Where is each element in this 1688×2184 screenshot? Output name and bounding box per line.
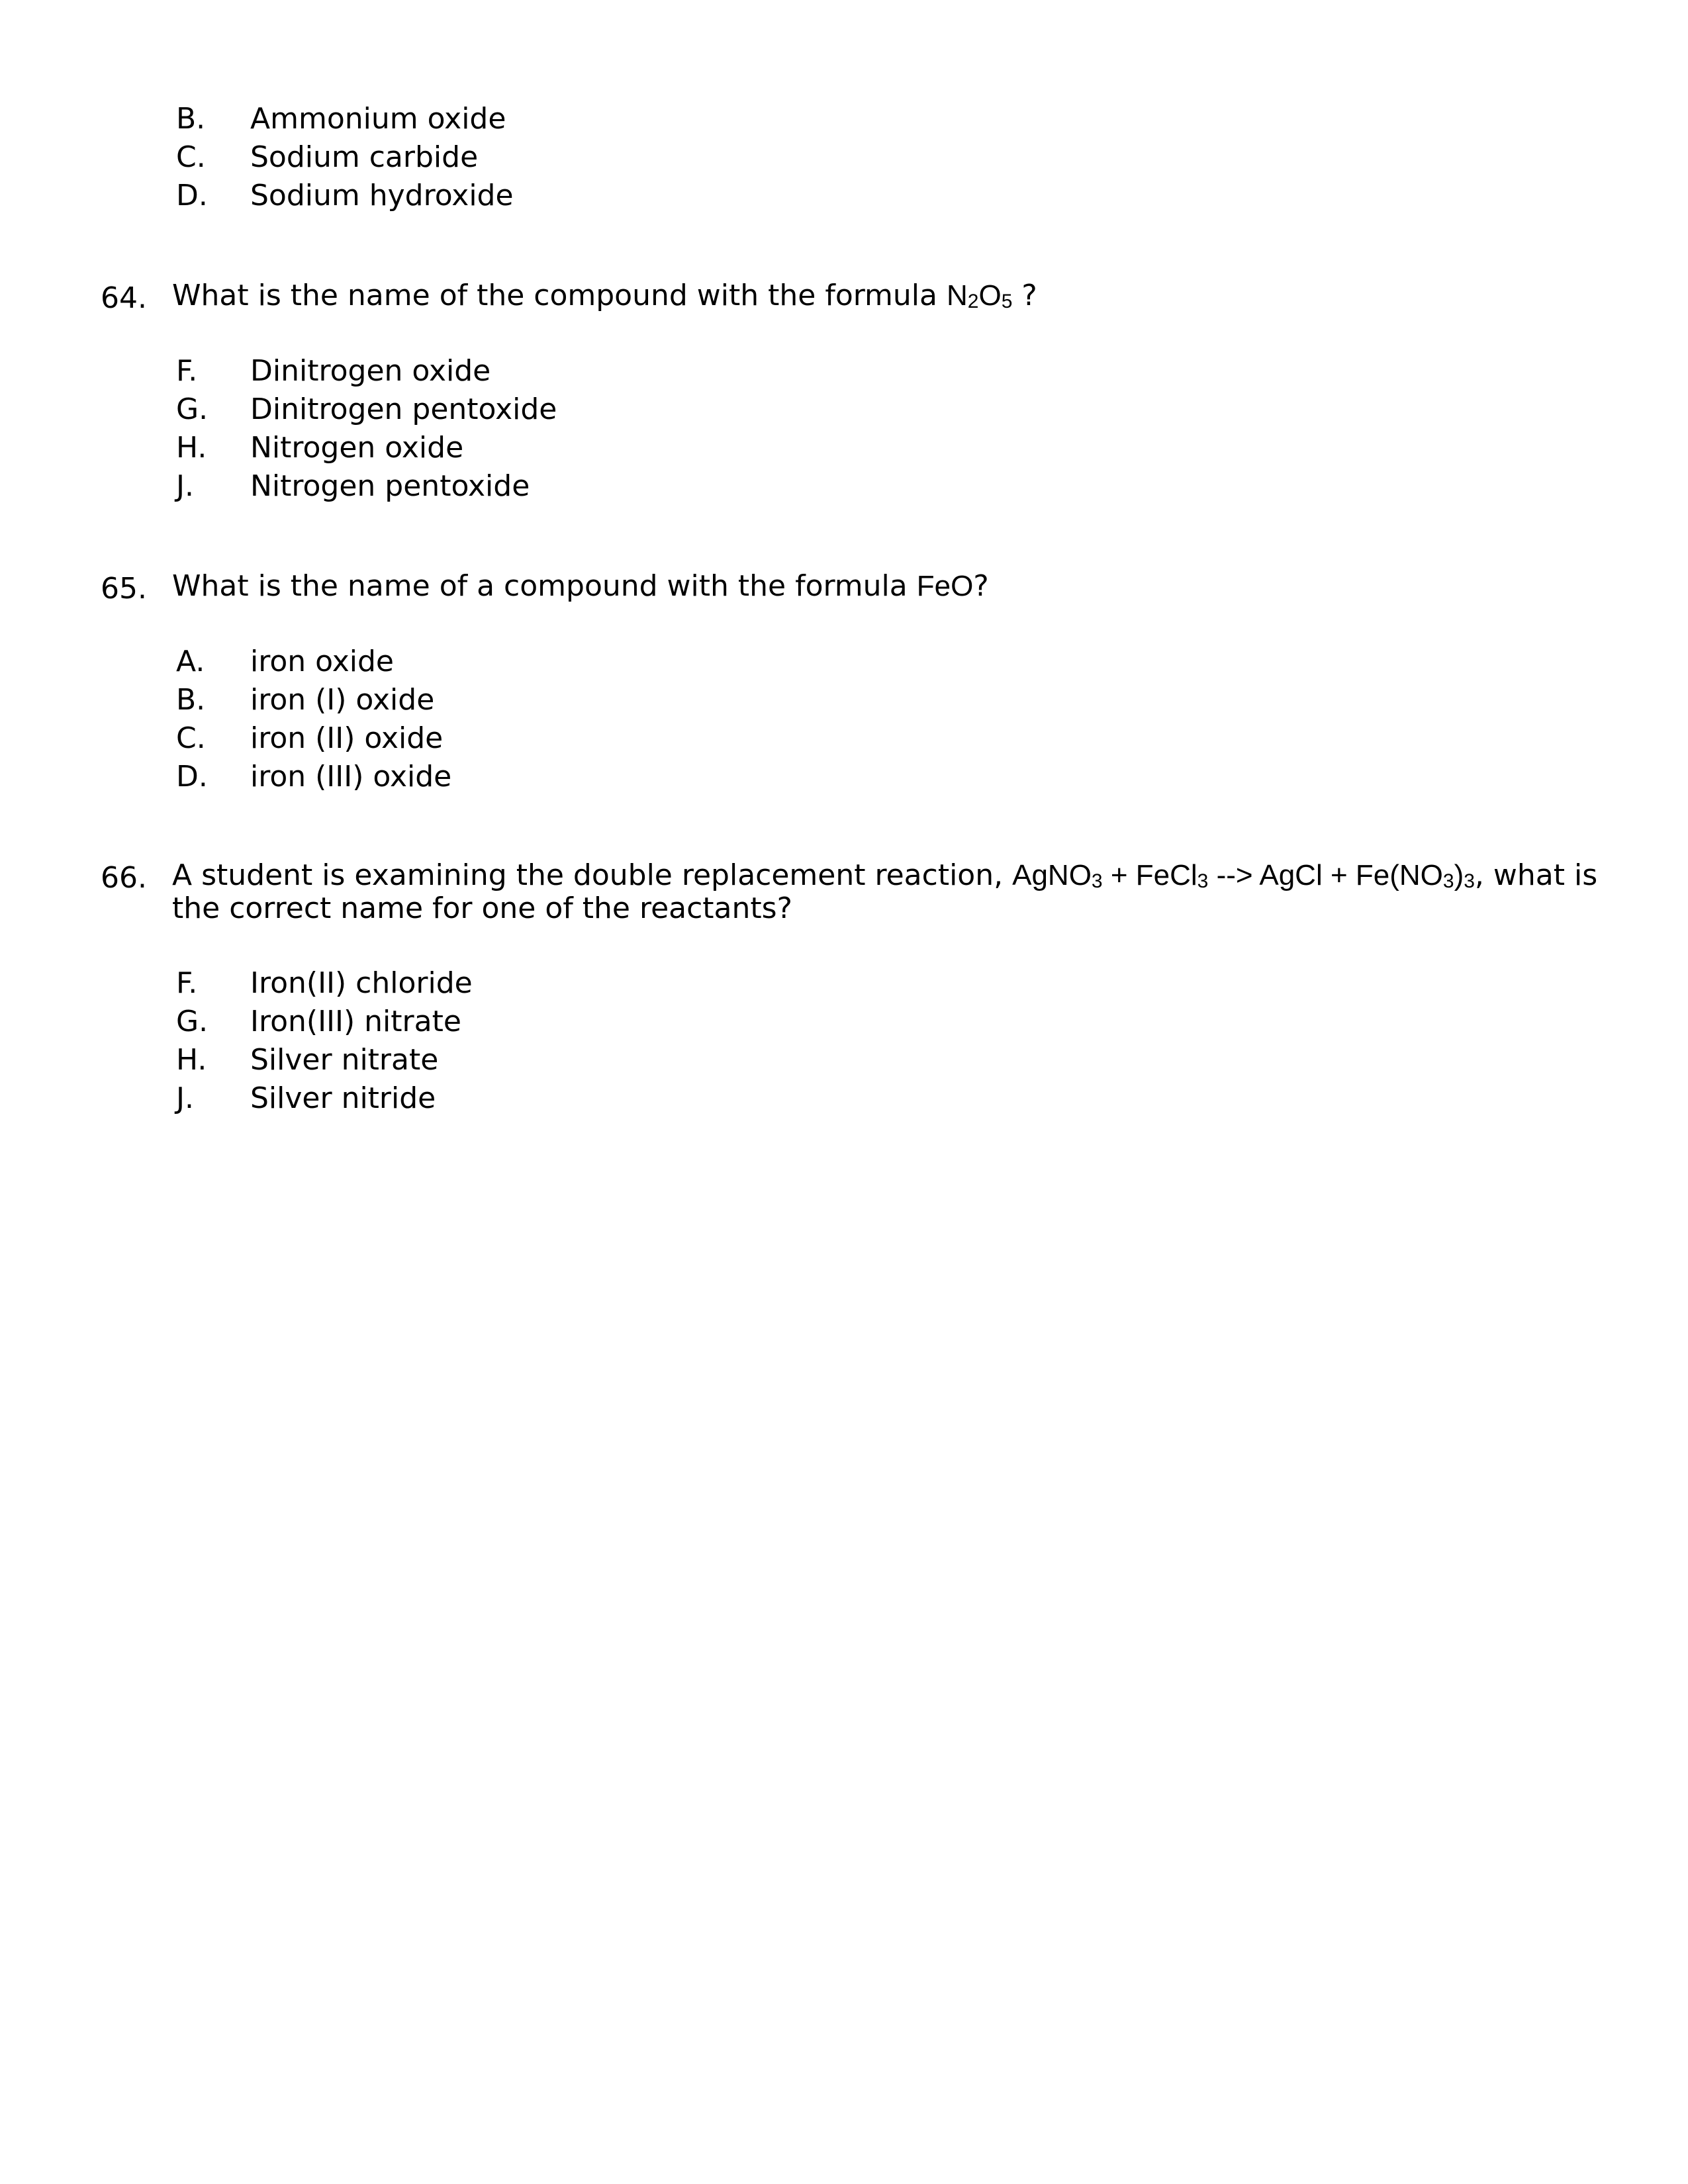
question-text-after: , what is the correct name for one of the reactants? xyxy=(172,858,1598,925)
option-text: iron (I) oxide xyxy=(250,683,435,717)
formula-part: O xyxy=(978,279,1002,312)
option-text: Iron(II) chloride xyxy=(250,966,473,1000)
list-item xyxy=(0,138,1688,177)
question-text-before: What is the name of the compound with the formula xyxy=(172,279,947,312)
option-text: iron (II) oxide xyxy=(250,721,444,755)
formula xyxy=(947,279,1012,312)
list-item xyxy=(0,643,1688,681)
question-text-after: ? xyxy=(973,569,989,603)
question-text xyxy=(172,859,1642,925)
question-text-after: ? xyxy=(1012,279,1037,312)
question-number: 66. xyxy=(101,861,147,895)
option-text: Ammonium oxide xyxy=(250,102,506,136)
continued-options xyxy=(0,100,1688,215)
option-letter: G. xyxy=(176,1005,209,1038)
formula: FeO xyxy=(916,570,974,602)
option-text: Iron(III) nitrate xyxy=(250,1005,461,1038)
equation-part: --> AgCl + Fe(NO xyxy=(1208,859,1443,891)
formula-part: N xyxy=(946,279,968,312)
list-item xyxy=(0,352,1688,390)
option-text: Dinitrogen oxide xyxy=(250,354,491,388)
option-text: Silver nitrate xyxy=(250,1043,439,1077)
option-letter: H. xyxy=(176,431,207,465)
option-letter: B. xyxy=(176,683,206,717)
option-letter: F. xyxy=(176,966,198,1000)
equation-subscript: 3 xyxy=(1091,870,1103,892)
list-item xyxy=(0,1003,1688,1041)
option-letter: B. xyxy=(176,102,206,136)
option-letter: H. xyxy=(176,1043,207,1077)
question-text xyxy=(172,279,1642,312)
option-letter: C. xyxy=(176,140,206,174)
list-item xyxy=(0,758,1688,796)
list-item xyxy=(0,964,1688,1003)
list-item xyxy=(0,429,1688,467)
question-text-before: What is the name of a compound with the formula xyxy=(172,569,917,603)
list-item xyxy=(0,719,1688,758)
question-number: 65. xyxy=(101,572,147,606)
option-text: Sodium carbide xyxy=(250,140,479,174)
option-letter: D. xyxy=(176,179,208,212)
equation-subscript: 3 xyxy=(1464,870,1475,892)
option-text: iron oxide xyxy=(250,645,394,678)
option-text: Nitrogen pentoxide xyxy=(250,469,530,503)
formula-subscript: 5 xyxy=(1001,291,1013,312)
option-letter: F. xyxy=(176,354,198,388)
option-text: Nitrogen oxide xyxy=(250,431,464,465)
option-text: Dinitrogen pentoxide xyxy=(250,392,557,426)
list-item xyxy=(0,177,1688,215)
question-number: 64. xyxy=(101,281,147,315)
list-item xyxy=(0,681,1688,719)
answer-options-66 xyxy=(0,964,1688,1118)
answer-options-64 xyxy=(0,352,1688,506)
option-letter: C. xyxy=(176,721,206,755)
equation-part: AgNO xyxy=(1012,859,1092,891)
option-letter: A. xyxy=(176,645,205,678)
list-item xyxy=(0,1041,1688,1079)
option-text: Sodium hydroxide xyxy=(250,179,514,212)
equation-part: + FeCl xyxy=(1102,859,1197,891)
formula-subscript: 2 xyxy=(967,291,979,312)
option-letter: J. xyxy=(176,1081,194,1115)
question-text-before: A student is examining the double replacement reaction, xyxy=(172,858,1013,892)
option-letter: D. xyxy=(176,760,208,794)
option-letter: J. xyxy=(176,469,194,503)
equation-subscript: 3 xyxy=(1197,870,1209,892)
equation-subscript: 3 xyxy=(1442,870,1454,892)
option-letter: G. xyxy=(176,392,209,426)
question-text xyxy=(172,570,1642,603)
reaction-equation xyxy=(1012,859,1475,891)
equation-part: ) xyxy=(1454,859,1464,891)
list-item xyxy=(0,1079,1688,1118)
answer-options-65 xyxy=(0,643,1688,796)
option-text: iron (III) oxide xyxy=(250,760,452,794)
list-item xyxy=(0,467,1688,506)
list-item xyxy=(0,100,1688,138)
list-item xyxy=(0,390,1688,429)
option-text: Silver nitride xyxy=(250,1081,436,1115)
